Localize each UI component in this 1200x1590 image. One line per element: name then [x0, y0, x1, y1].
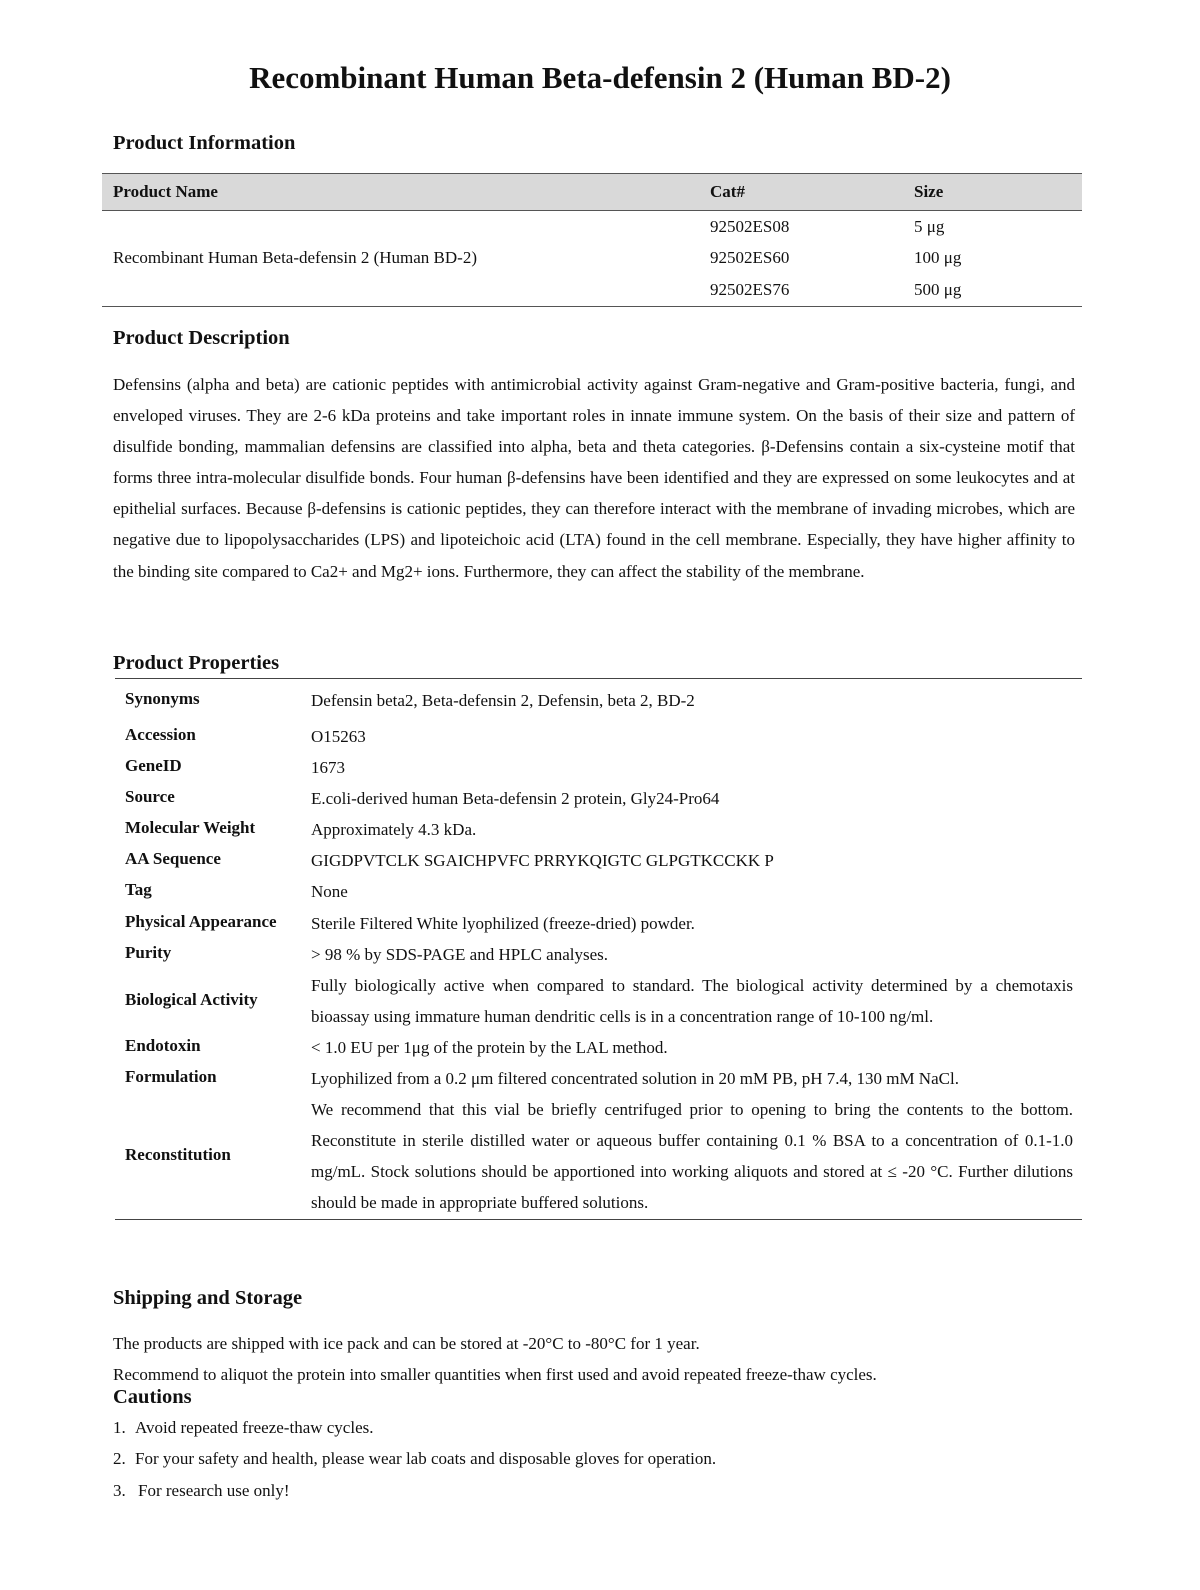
storage-line: Recommend to aliquot the protein into smaller quantities when first used and avoid repeated freeze-thaw cycles. [113, 1365, 877, 1384]
size-cell: 500 μg [914, 280, 962, 299]
product-information-table [102, 173, 1082, 307]
caution-text: For your safety and health, please wear lab coats and disposable gloves for operation. [135, 1449, 717, 1468]
table-header-row [102, 173, 1082, 211]
property-value: None [311, 882, 348, 901]
product-description-text: Defensins (alpha and beta) are cationic peptides with antimicrobial activity against Gram-negative and Gram-positive bacteria, fungi, and enveloped viruses. They are 2-6 kDa proteins and take important roles in innate immune system. On the basis of their size and pattern of disulfide bonding, mammalian defensins are classified into alpha, beta and theta categories. β-Defensins contain a six-cysteine motif that forms three intra-molecular disulfide bonds. Four human β-defensins have been identified and they are expressed on some leukocytes and at epithelial surfaces. Because β-defensins is cationic peptides, they can therefore interact with the membrane of invading microbes, which are negative due to lipopolysaccharides (LPS) and lipoteichoic acid (LTA) found in the cell membrane. Especially, they have higher affinity to the binding site compared to Ca2+ and Mg2+ ions. Furthermore, they can affect the stability of the membrane. [113, 375, 1075, 581]
property-label: Physical Appearance [125, 912, 277, 931]
property-value: Approximately 4.3 kDa. [311, 820, 477, 839]
product-properties-table [115, 678, 1082, 1220]
property-value: Lyophilized from a 0.2 μm filtered concentrated solution in 20 mM PB, pH 7.4, 130 mM NaCl. [311, 1069, 959, 1088]
cat-number-cell: 92502ES76 [710, 280, 790, 299]
property-value: We recommend that this vial be briefly centrifuged prior to opening to bring the contents to the bottom. Reconstitute in sterile distilled water or aqueous buffer containing 0.1 % BSA to a concentration of 0.1-1.0 mg/mL. Stock solutions should be apportioned into working aliquots and stored at ≤ -20 °C. Further dilutions should be made in appropriate buffered solutions. [311, 1100, 1073, 1212]
property-label: AA Sequence [125, 849, 221, 868]
property-label: Source [125, 787, 175, 806]
property-value: O15263 [311, 727, 366, 746]
section-heading-product-description: Product Description [113, 327, 290, 349]
property-value: > 98 % by SDS-PAGE and HPLC analyses. [311, 945, 609, 964]
page-title: Recombinant Human Beta-defensin 2 (Human BD-2) [249, 60, 951, 95]
property-label: Biological Activity [125, 990, 258, 1009]
property-label: Tag [125, 880, 152, 899]
property-label: GeneID [125, 756, 182, 775]
caution-text: For research use only! [138, 1481, 290, 1500]
property-value: < 1.0 EU per 1μg of the protein by the LAL method. [311, 1038, 668, 1057]
property-label: Synonyms [125, 689, 200, 708]
property-value: E.coli-derived human Beta-defensin 2 protein, Gly24-Pro64 [311, 789, 720, 808]
caution-item [113, 1417, 374, 1439]
section-heading-product-properties: Product Properties [113, 652, 280, 674]
caution-item [113, 1480, 290, 1502]
caution-number: 2. [113, 1449, 126, 1468]
cat-number-cell: 92502ES08 [710, 217, 790, 236]
column-header-product-name: Product Name [113, 182, 218, 201]
section-heading-cautions: Cautions [113, 1386, 192, 1408]
caution-number: 1. [113, 1418, 126, 1437]
caution-text: Avoid repeated freeze-thaw cycles. [135, 1418, 374, 1437]
property-value: Sterile Filtered White lyophilized (freeze-dried) powder. [311, 914, 695, 933]
property-value: Fully biologically active when compared to standard. The biological activity determined by a chemotaxis bioassay using immature human dendritic cells is in a concentration range of 10-100 ng/ml. [311, 976, 1073, 1026]
property-value: Defensin beta2, Beta-defensin 2, Defensin, beta 2, BD-2 [311, 691, 695, 710]
property-label: Accession [125, 725, 196, 744]
cat-number-cell: 92502ES60 [710, 248, 790, 267]
product-name-cell: Recombinant Human Beta-defensin 2 (Human BD-2) [113, 248, 477, 267]
caution-number: 3. [113, 1481, 126, 1500]
property-value: GIGDPVTCLK SGAICHPVFC PRRYKQIGTC GLPGTKCCKK P [311, 851, 774, 870]
shipping-line: The products are shipped with ice pack and can be stored at -20°C to -80°C for 1 year. [113, 1334, 700, 1353]
size-cell: 5 μg [914, 217, 945, 236]
property-label: Endotoxin [125, 1036, 201, 1055]
property-label: Formulation [125, 1067, 217, 1086]
property-label: Molecular Weight [125, 818, 256, 837]
section-heading-product-information: Product Information [113, 132, 296, 154]
column-header-cat: Cat# [710, 182, 745, 201]
column-header-size: Size [914, 182, 944, 201]
section-heading-shipping-storage: Shipping and Storage [113, 1287, 303, 1309]
caution-item [113, 1448, 716, 1470]
size-cell: 100 μg [914, 248, 962, 267]
property-value: 1673 [311, 758, 345, 777]
property-label: Purity [125, 943, 172, 962]
table-body [102, 211, 1082, 307]
property-label: Reconstitution [125, 1145, 231, 1164]
